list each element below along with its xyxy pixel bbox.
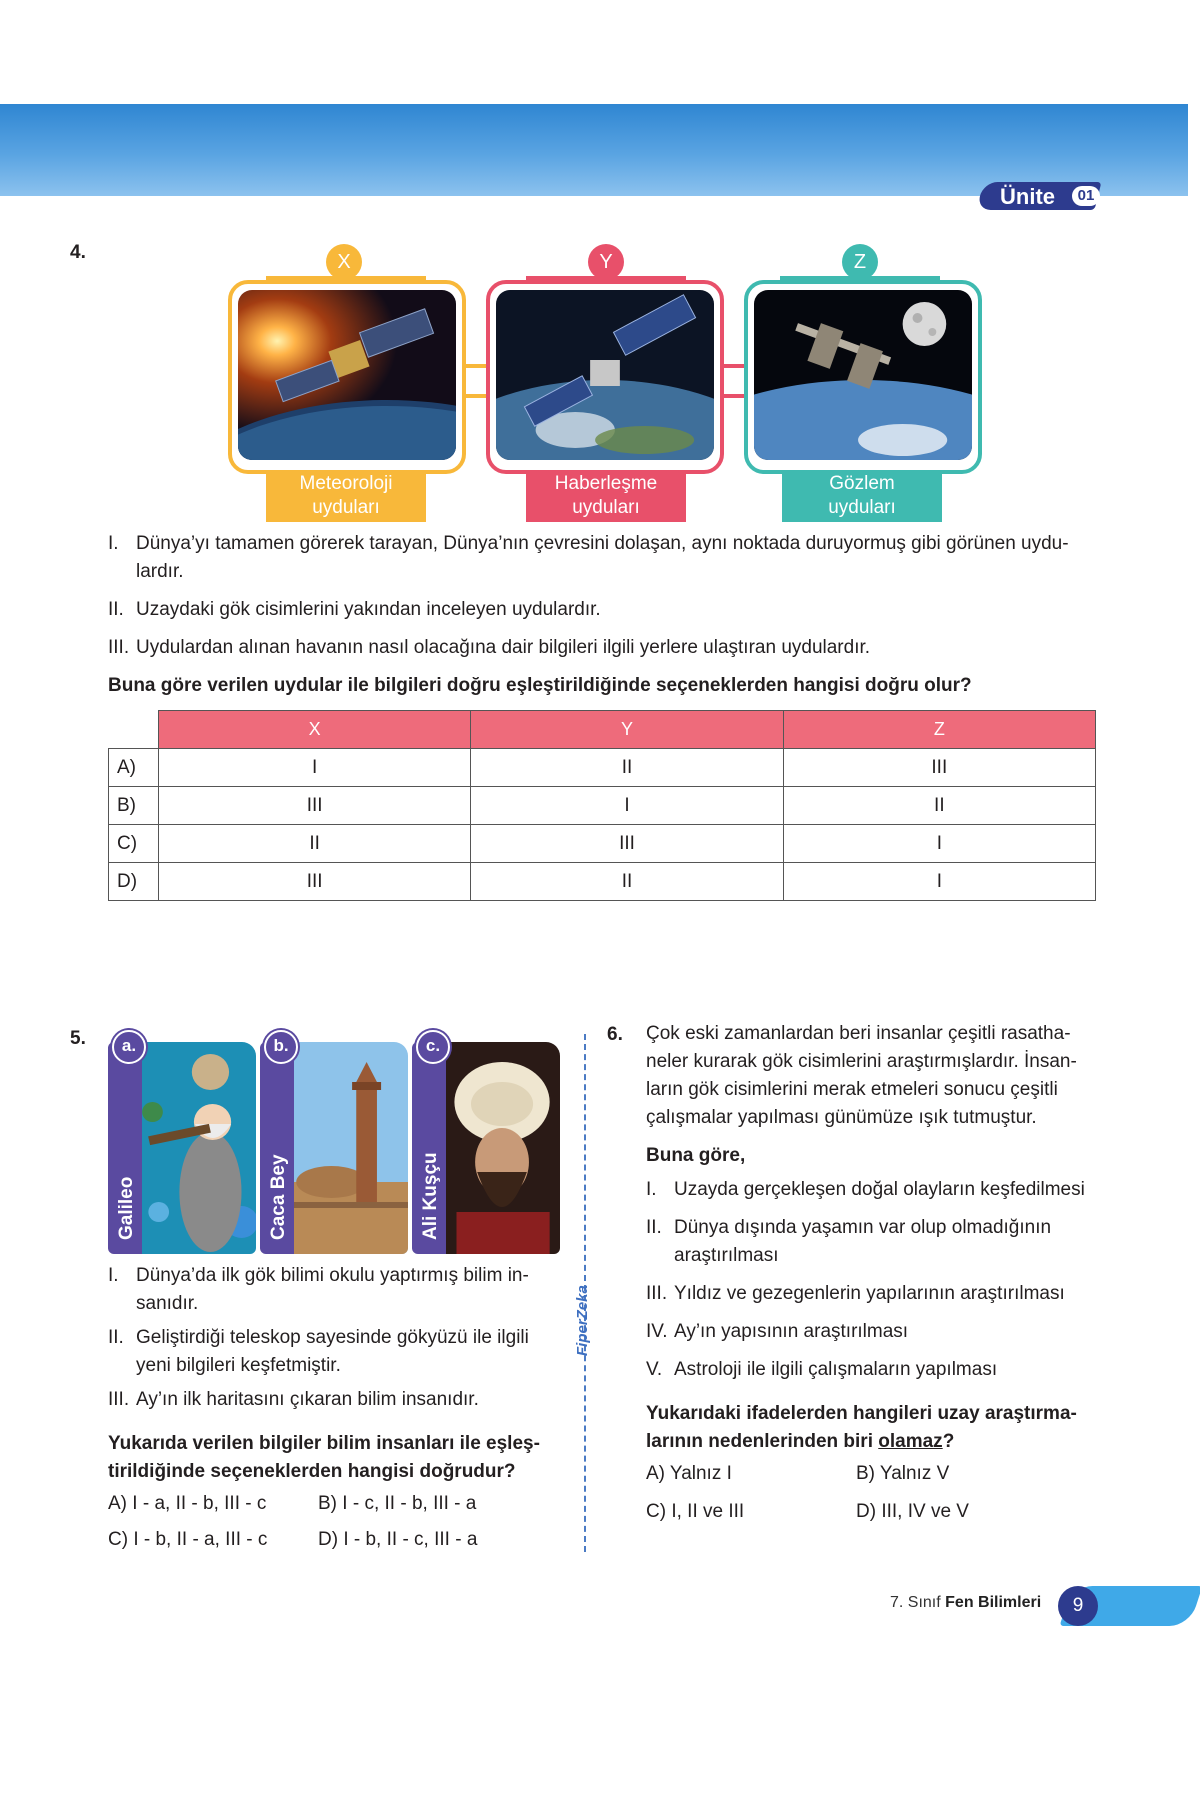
q6-option-c[interactable]: C) I, II ve III	[646, 1501, 745, 1522]
communication-satellite-card	[486, 280, 724, 474]
q6-question	[646, 1400, 1077, 1456]
item-text: Yıldız ve gezegenlerin yapılarının araştırılması	[674, 1283, 1065, 1304]
unit-number: 01	[1072, 186, 1100, 206]
statement-text: sanıdır.	[136, 1293, 199, 1314]
q6-item-2	[646, 1214, 1051, 1270]
q5-option-b[interactable]: B) I - c, II - b, III - a	[318, 1493, 477, 1514]
q5-number: 5.	[70, 1028, 86, 1049]
q5-statement-1	[108, 1262, 564, 1318]
ali-kuscu-image	[442, 1042, 560, 1254]
q6-item-3	[646, 1280, 1065, 1308]
connector	[464, 364, 486, 398]
ali-kuscu-card	[412, 1042, 560, 1254]
q6-option-b[interactable]: B) Yalnız V	[856, 1463, 950, 1484]
table-cell: II	[471, 863, 783, 901]
item-text: Ay’ın yapısının araştırılması	[674, 1321, 909, 1342]
q6-number: 6.	[607, 1024, 623, 1045]
unit-label: Ünite	[1000, 184, 1055, 209]
col-header-z: Z	[783, 711, 1095, 749]
q4-statement-2	[108, 596, 601, 624]
table-cell: I	[159, 749, 471, 787]
observation-satellite-image	[754, 290, 972, 460]
statement-text: Uzaydaki gök cisimlerini yakından inceleyen uydulardır.	[136, 599, 601, 620]
q4-answer-table	[108, 710, 1096, 901]
intro-line: Çok eski zamanlardan beri insanlar çeşitli rasatha-	[646, 1023, 1071, 1044]
q6-item-4	[646, 1318, 908, 1346]
roman-numeral: V.	[646, 1359, 663, 1380]
roman-numeral: III.	[646, 1283, 668, 1304]
underlined-negation: olamaz	[878, 1431, 943, 1452]
roman-numeral: III.	[108, 637, 130, 658]
item-text: araştırılması	[674, 1245, 779, 1266]
q6-item-1	[646, 1176, 1085, 1204]
table-row[interactable]	[109, 825, 1096, 863]
roman-numeral: II.	[108, 1327, 124, 1348]
letter-c-badge: c.	[416, 1030, 450, 1064]
question-text: ?	[942, 1431, 955, 1452]
roman-numeral: I.	[108, 1265, 119, 1286]
grade-label: 7. Sınıf	[890, 1594, 946, 1611]
tag-z: Z	[842, 244, 878, 280]
letter-a-badge: a.	[112, 1030, 146, 1064]
roman-numeral: II.	[108, 599, 124, 620]
q6-option-a[interactable]: A) Yalnız I	[646, 1463, 732, 1484]
caca-bey-name-strip	[260, 1042, 294, 1254]
q5-option-c[interactable]: C) I - b, II - a, III - c	[108, 1529, 268, 1550]
galileo-image	[138, 1042, 256, 1254]
option-label[interactable]: C)	[109, 825, 159, 863]
statement-text: Uydulardan alınan havanın nasıl olacağına dair bilgileri ilgili yerlere ulaştıran uydulardır.	[136, 637, 871, 658]
scientist-name: Ali Kuşçu	[420, 1152, 441, 1240]
galileo-name-strip	[108, 1042, 142, 1254]
q6-intro	[646, 1020, 1098, 1132]
caption-line: Meteoroloji	[299, 473, 393, 494]
statement-text: Dünya’yı tamamen görerek tarayan, Dünya’nın çevresini dolaşan, aynı noktada duruyormuş gibi görünen uydu-	[136, 533, 1069, 554]
q5-option-d[interactable]: D) I - b, II - c, III - a	[318, 1529, 478, 1550]
statement-text: Ay’ın ilk haritasını çıkaran bilim insanıdır.	[136, 1389, 479, 1410]
q5-question	[108, 1430, 540, 1486]
table-cell: I	[783, 863, 1095, 901]
meteorology-caption	[266, 470, 426, 522]
q6-lead: Buna göre,	[646, 1145, 746, 1166]
table-cell: III	[471, 825, 783, 863]
table-row[interactable]	[109, 749, 1096, 787]
question-text: larının nedenlerinden biri	[646, 1431, 879, 1452]
question-text: Yukarıda verilen bilgiler bilim insanları ile eşleş-	[108, 1433, 540, 1454]
col-header-y: Y	[471, 711, 783, 749]
q4-statement-1	[108, 530, 1098, 586]
q4-number: 4.	[70, 242, 86, 263]
scientist-cards	[108, 1030, 560, 1254]
roman-numeral: I.	[108, 533, 119, 554]
observation-satellite-card	[744, 280, 982, 474]
brand-logo: FiperZeka	[574, 1285, 591, 1356]
satellite-cards	[228, 244, 988, 524]
q6-option-d[interactable]: D) III, IV ve V	[856, 1501, 969, 1522]
question-text: tirildiğinde seçeneklerden hangisi doğrudur?	[108, 1461, 516, 1482]
table-cell: II	[159, 825, 471, 863]
caption-line: uyduları	[312, 497, 380, 518]
communication-caption	[526, 470, 686, 522]
meteorology-satellite-image	[238, 290, 456, 460]
page-number: 9	[1058, 1586, 1098, 1626]
item-text: Astroloji ile ilgili çalışmaların yapılması	[674, 1359, 998, 1380]
caption-line: uyduları	[828, 497, 896, 518]
q6-item-5	[646, 1356, 997, 1384]
table-cell: III	[783, 749, 1095, 787]
item-text: Dünya dışında yaşamın var olup olmadığının	[674, 1217, 1052, 1238]
table-cell: I	[471, 787, 783, 825]
scientist-name: Galileo	[116, 1176, 137, 1240]
footer-subject	[890, 1594, 1041, 1612]
intro-line: ların gök cisimlerini merak etmeleri sonucu çeşitli	[646, 1079, 1058, 1100]
unit-badge	[980, 182, 1100, 210]
table-row[interactable]	[109, 863, 1096, 901]
option-label[interactable]: D)	[109, 863, 159, 901]
question-text: Yukarıdaki ifadelerden hangileri uzay araştırma-	[646, 1403, 1077, 1424]
item-text: Uzayda gerçekleşen doğal olayların keşfedilmesi	[674, 1179, 1085, 1200]
connector	[722, 364, 744, 398]
table-cell: I	[783, 825, 1095, 863]
galileo-card	[108, 1042, 256, 1254]
table-row[interactable]	[109, 787, 1096, 825]
subject-label: Fen Bilimleri	[945, 1594, 1042, 1611]
q5-statement-3	[108, 1386, 479, 1414]
intro-line: neler kurarak gök cisimlerini araştırmışlardır. İnsan-	[646, 1051, 1077, 1072]
col-header-x: X	[159, 711, 471, 749]
table-cell: II	[471, 749, 783, 787]
q4-question: Buna göre verilen uydular ile bilgileri doğru eşleştirildiğinde seçeneklerden hangisi doğru olur?	[108, 675, 972, 696]
q5-statement-2	[108, 1324, 564, 1380]
communication-satellite-image	[496, 290, 714, 460]
caption-line: Haberleşme	[554, 473, 658, 494]
option-label[interactable]: A)	[109, 749, 159, 787]
option-label[interactable]: B)	[109, 787, 159, 825]
intro-line: çalışmalar yapılması günümüze ışık tutmuştur.	[646, 1107, 1037, 1128]
tag-y: Y	[588, 244, 624, 280]
statement-text: Dünya’da ilk gök bilimi okulu yaptırmış bilim in-	[136, 1265, 529, 1286]
meteorology-satellite-card	[228, 280, 466, 474]
roman-numeral: I.	[646, 1179, 657, 1200]
tag-x: X	[326, 244, 362, 280]
roman-numeral: III.	[108, 1389, 130, 1410]
roman-numeral: IV.	[646, 1321, 668, 1342]
letter-b-badge: b.	[264, 1030, 298, 1064]
caption-line: uyduları	[572, 497, 640, 518]
statement-text: yeni bilgileri keşfetmiştir.	[136, 1355, 341, 1376]
caption-line: Gözlem	[829, 473, 895, 494]
statement-text: Geliştirdiği teleskop sayesinde gökyüzü ile ilgili	[136, 1327, 529, 1348]
q5-option-a[interactable]: A) I - a, II - b, III - c	[108, 1493, 267, 1514]
roman-numeral: II.	[646, 1217, 662, 1238]
caca-bey-image	[290, 1042, 408, 1254]
ali-kuscu-name-strip	[412, 1042, 446, 1254]
table-cell: III	[159, 863, 471, 901]
scientist-name: Caca Bey	[268, 1154, 289, 1240]
caca-bey-card	[260, 1042, 408, 1254]
statement-text: lardır.	[136, 561, 184, 582]
q4-statement-3	[108, 634, 870, 662]
observation-caption	[782, 470, 942, 522]
table-cell: III	[159, 787, 471, 825]
table-cell: II	[783, 787, 1095, 825]
